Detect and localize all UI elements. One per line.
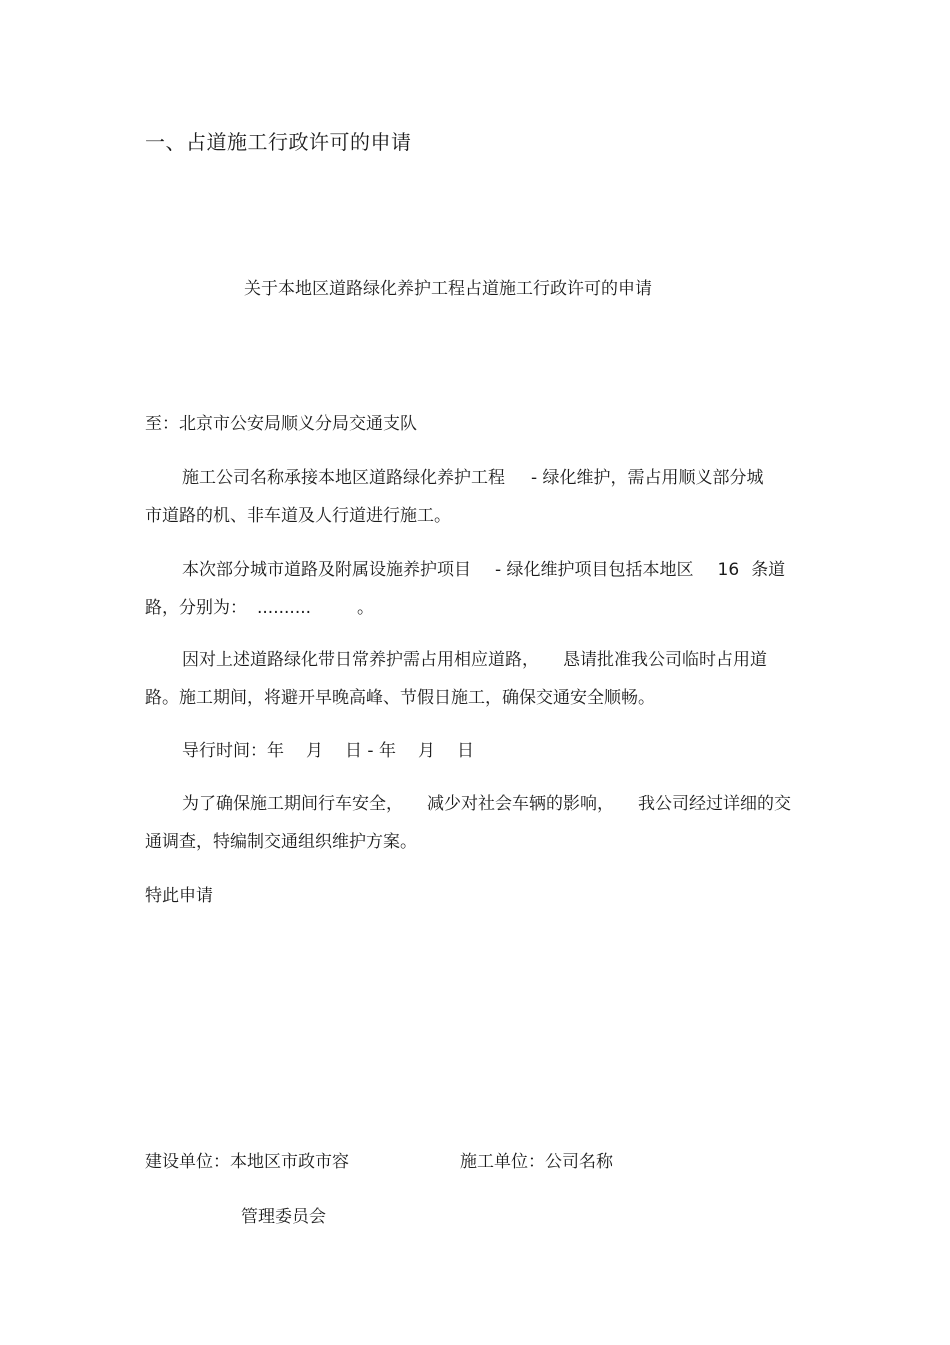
detour-day-2: 日 (456, 741, 474, 761)
road-count: 16 (717, 560, 740, 580)
contractor-unit: 施工单位：公司名称 (460, 1152, 613, 1172)
closing-line: 特此申请 (145, 886, 213, 906)
paragraph-1-text-b: - 绿化维护，需占用顺义部分城 (531, 468, 764, 488)
paragraph-5-text-b: 减少对社会车辆的影响， (427, 794, 614, 814)
paragraph-5-line-2: 通调查，特编制交通组织维护方案。 (145, 832, 417, 852)
paragraph-2-text-e: 路，分别为： (145, 598, 247, 618)
paragraph-3-text-b: 恳请批准我公司临时占用道 (563, 650, 767, 670)
paragraph-3-line-2: 路。施工期间，将避开早晚高峰、节假日施工，确保交通安全顺畅。 (145, 688, 655, 708)
document-title: 关于本地区道路绿化养护工程占道施工行政许可的申请 (244, 279, 652, 299)
paragraph-1-text-a: 施工公司名称承接本地区道路绿化养护工程 (182, 468, 505, 488)
detour-time-label: 导行时间：年 (182, 741, 284, 761)
detour-day-year: 日 - 年 (345, 741, 396, 761)
paragraph-2-line-2 (145, 596, 374, 620)
paragraph-1-line-1 (182, 466, 764, 490)
detour-time-line (182, 739, 474, 763)
paragraph-3-line-1 (182, 648, 767, 672)
paragraph-2-text-b: - 绿化维护项目包括本地区 (495, 560, 694, 580)
paragraph-3-text-a: 因对上述道路绿化带日常养护需占用相应道路， (182, 650, 539, 670)
section-heading: 一、占道施工行政许可的申请 (145, 130, 412, 154)
road-list-placeholder: .......... (257, 598, 312, 618)
detour-month-1: 月 (306, 741, 323, 761)
paragraph-1-line-2: 市道路的机、非车道及人行道进行施工。 (145, 506, 451, 526)
addressee-line: 至：北京市公安局顺义分局交通支队 (145, 414, 417, 434)
paragraph-5-line-1 (182, 792, 791, 816)
detour-month-2: 月 (417, 741, 435, 761)
paragraph-5-text-c: 我公司经过详细的交 (638, 794, 791, 814)
builder-unit-continuation: 管理委员会 (241, 1207, 326, 1227)
builder-unit: 建设单位：本地区市政市容 (145, 1152, 349, 1172)
paragraph-2-line-1 (182, 558, 785, 582)
paragraph-2-period: 。 (357, 598, 375, 618)
paragraph-2-text-d: 条道 (751, 560, 786, 580)
paragraph-2-text-a: 本次部分城市道路及附属设施养护项目 (182, 560, 471, 580)
paragraph-5-text-a: 为了确保施工期间行车安全， (182, 794, 403, 814)
